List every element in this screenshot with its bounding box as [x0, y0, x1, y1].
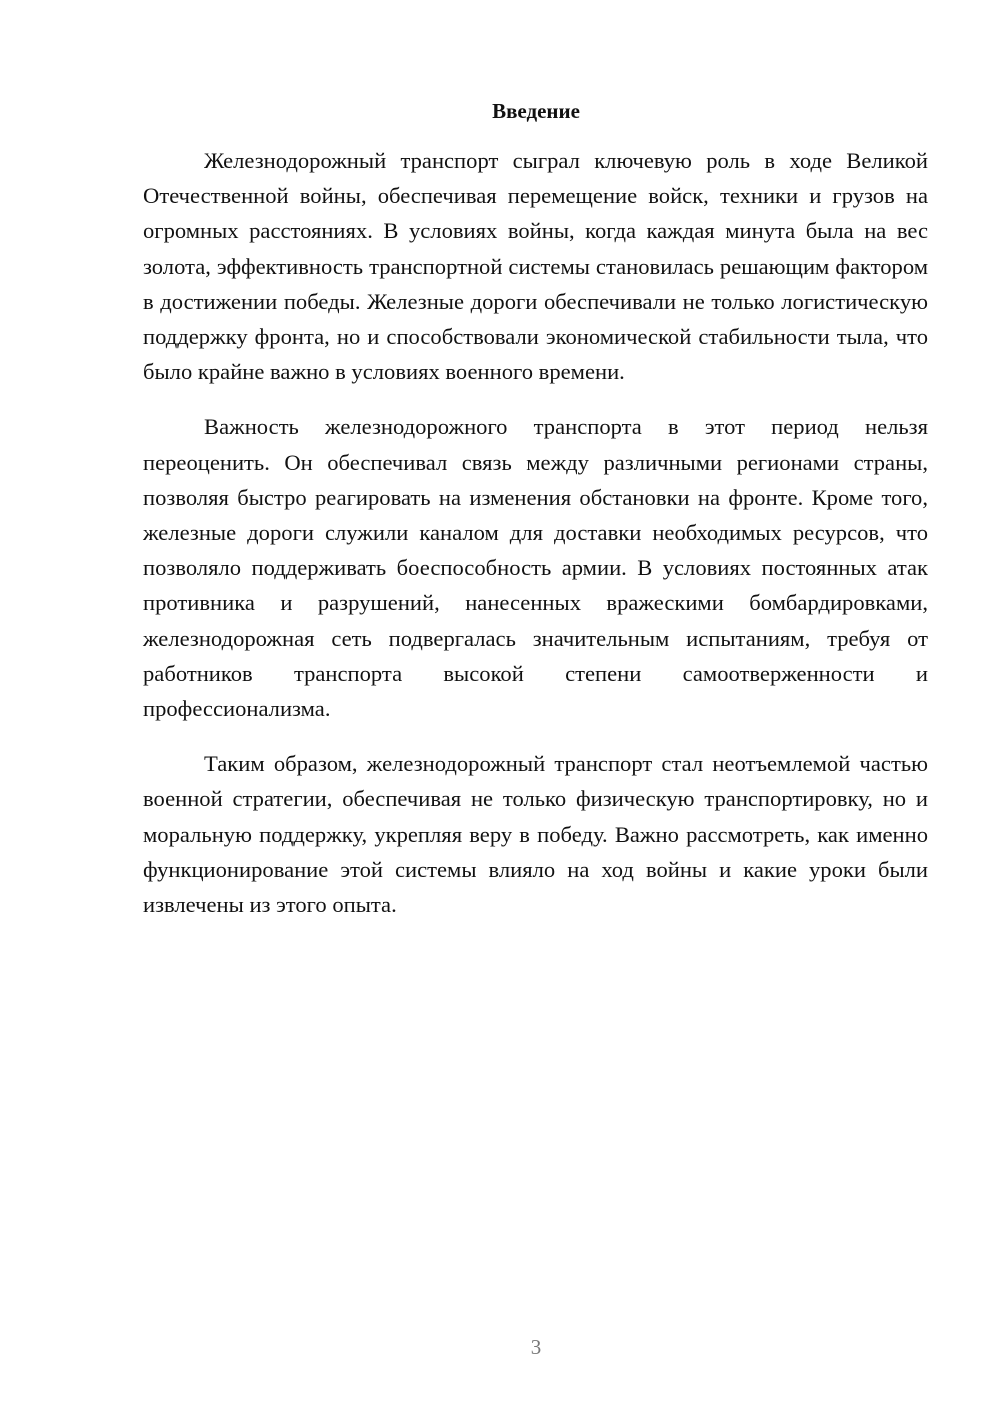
paragraph-2: Важность железнодорожного транспорта в этот период нельзя переоценить. Он обеспечивал связь между различными регионами страны, позволяя быстро реагировать на изменения обстановки на фронте. Кроме того, железные дороги служили каналом для доставки необходимых ресурсов, что позволяло поддерживать боеспособность армии. В условиях постоянных атак противника и разрушений, нанесенных вражескими бомбардировками, железнодорожная сеть подвергалась значительным испытаниям, требуя от работников транспорта высокой степени самоотверженности и профессионализма. — [143, 414, 928, 722]
section-title: Введение — [492, 99, 580, 123]
page-number: 3 — [530, 1335, 542, 1359]
paragraph-1: Железнодорожный транспорт сыграл ключевую роль в ходе Великой Отечественной войны, обеспечивая перемещение войск, техники и грузов на огромных расстояниях. В условиях войны, когда каждая минута была на вес золота, эффективность транспортной системы становилась решающим фактором в достижении победы. Железные дороги обеспечивали не только логистическую поддержку фронта, но и способствовали экономической стабильности тыла, что было крайне важно в условиях военного времени. — [143, 148, 928, 385]
paragraph-3: Таким образом, железнодорожный транспорт стал неотъемлемой частью военной стратегии, обеспечивая не только физическую транспортировку, но и моральную поддержку, укрепляя веру в победу. Важно рассмотреть, как именно функционирование этой системы влияло на ход войны и какие уроки были извлечены из этого опыта. — [143, 751, 928, 918]
body-text — [143, 143, 928, 942]
